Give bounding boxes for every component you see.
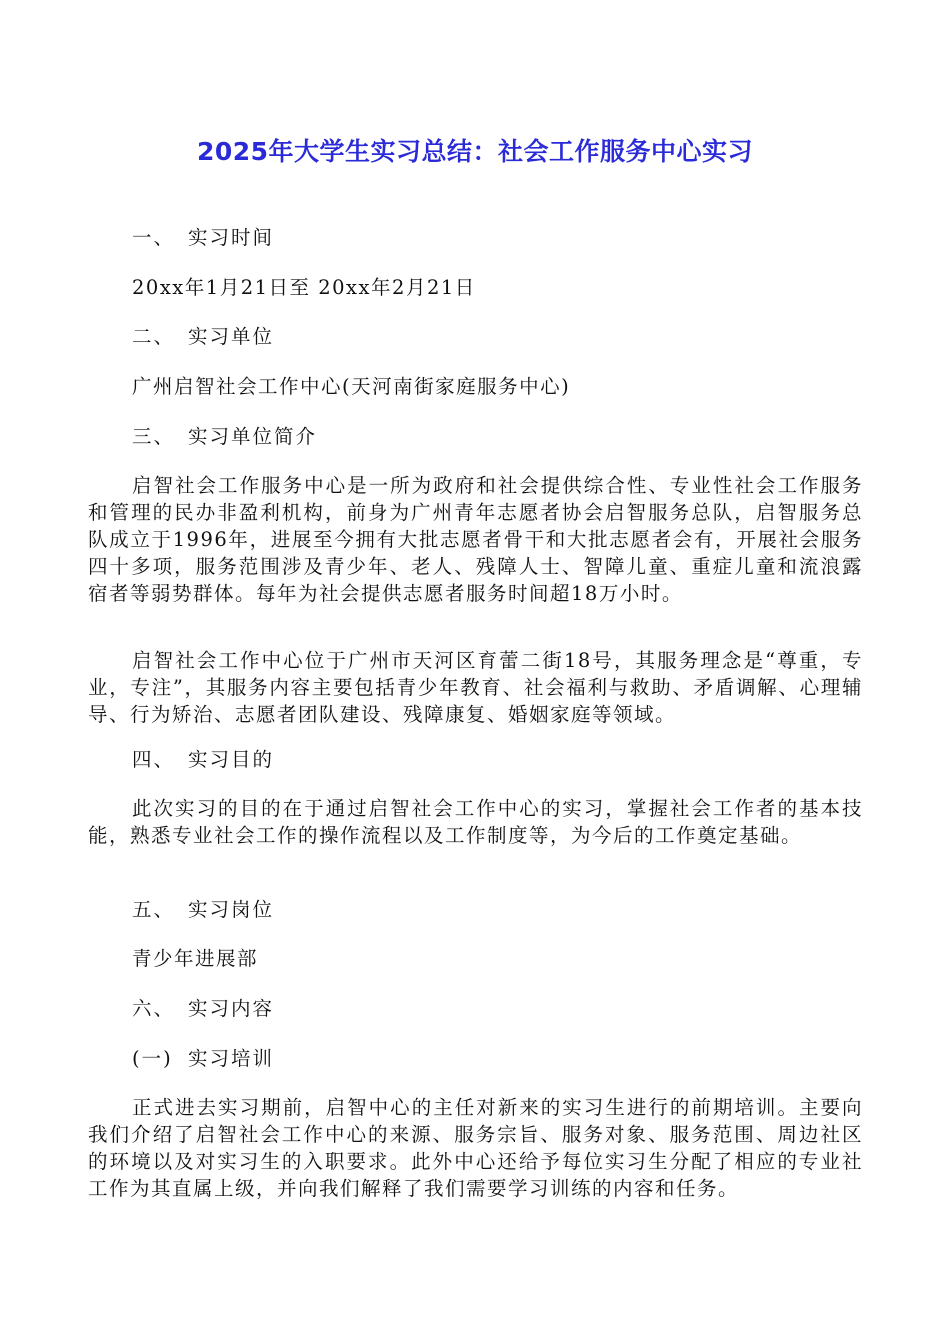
section-title: 实习目的 bbox=[188, 748, 275, 771]
section-title: 实习单位 bbox=[188, 325, 275, 348]
section-heading-position bbox=[132, 896, 907, 923]
section-heading-content bbox=[132, 995, 907, 1022]
internship-period: 20xx年1月21日至 20xx年2月21日 bbox=[132, 276, 476, 299]
section-heading-purpose bbox=[132, 746, 907, 773]
internship-unit: 广州启智社会工作中心(天河南街家庭服务中心) bbox=[132, 375, 571, 398]
section-number: 三、 bbox=[132, 425, 176, 448]
training-paragraph: 正式进去实习期前，启智中心的主任对新来的实习生进行的前期培训。主要向我们介绍了启智社会工作中心的来源、服务宗旨、服务对象、服务范围、周边社区的环境以及对实习生的入职要求。此外中心还给予每位实习生分配了相应的专业社工作为其直属上级，并向我们解释了我们需要学习训练的内容和任务。 bbox=[88, 1096, 863, 1200]
document-title: 2025年大学生实习总结：社会工作服务中心实习 bbox=[196, 137, 754, 166]
section-number: 六、 bbox=[132, 997, 176, 1020]
section-number: 四、 bbox=[132, 748, 176, 771]
subsection-heading-training bbox=[132, 1045, 907, 1072]
section-title: 实习岗位 bbox=[188, 898, 275, 921]
unit-intro-paragraph-1: 启智社会工作服务中心是一所为政府和社会提供综合性、专业性社会工作服务和管理的民办非盈利机构，前身为广州青年志愿者协会启智服务总队，启智服务总队成立于1996年，进展至今拥有大批志愿者骨干和大批志愿者会有，开展社会服务四十多项，服务范围涉及青少年、老人、残障人士、智障儿童、重症儿童和流浪露宿者等弱势群体。每年为社会提供志愿者服务时间超18万小时。 bbox=[88, 474, 863, 605]
internship-position: 青少年进展部 bbox=[132, 947, 259, 970]
subsection-title: 实习培训 bbox=[188, 1047, 275, 1070]
section-heading-unit-intro bbox=[132, 423, 907, 450]
purpose-paragraph: 此次实习的目的在于通过启智社会工作中心的实习，掌握社会工作者的基本技能，熟悉专业社会工作的操作流程以及工作制度等，为今后的工作奠定基础。 bbox=[88, 797, 863, 847]
section-number: 五、 bbox=[132, 898, 176, 921]
section-heading-unit bbox=[132, 323, 907, 350]
section-number: 二、 bbox=[132, 325, 176, 348]
section-title: 实习单位简介 bbox=[188, 425, 318, 448]
subsection-number: (一) bbox=[132, 1047, 173, 1070]
section-number: 一、 bbox=[132, 226, 176, 249]
section-title: 实习时间 bbox=[188, 226, 275, 249]
section-title: 实习内容 bbox=[188, 997, 275, 1020]
unit-intro-paragraph-2: 启智社会工作中心位于广州市天河区育蕾二街18号，其服务理念是“尊重，专业，专注”，其服务内容主要包括青少年教育、社会福利与救助、矛盾调解、心理辅导、行为矫治、志愿者团队建设、残障康复、婚姻家庭等领域。 bbox=[88, 649, 863, 726]
section-heading-time bbox=[132, 224, 907, 251]
